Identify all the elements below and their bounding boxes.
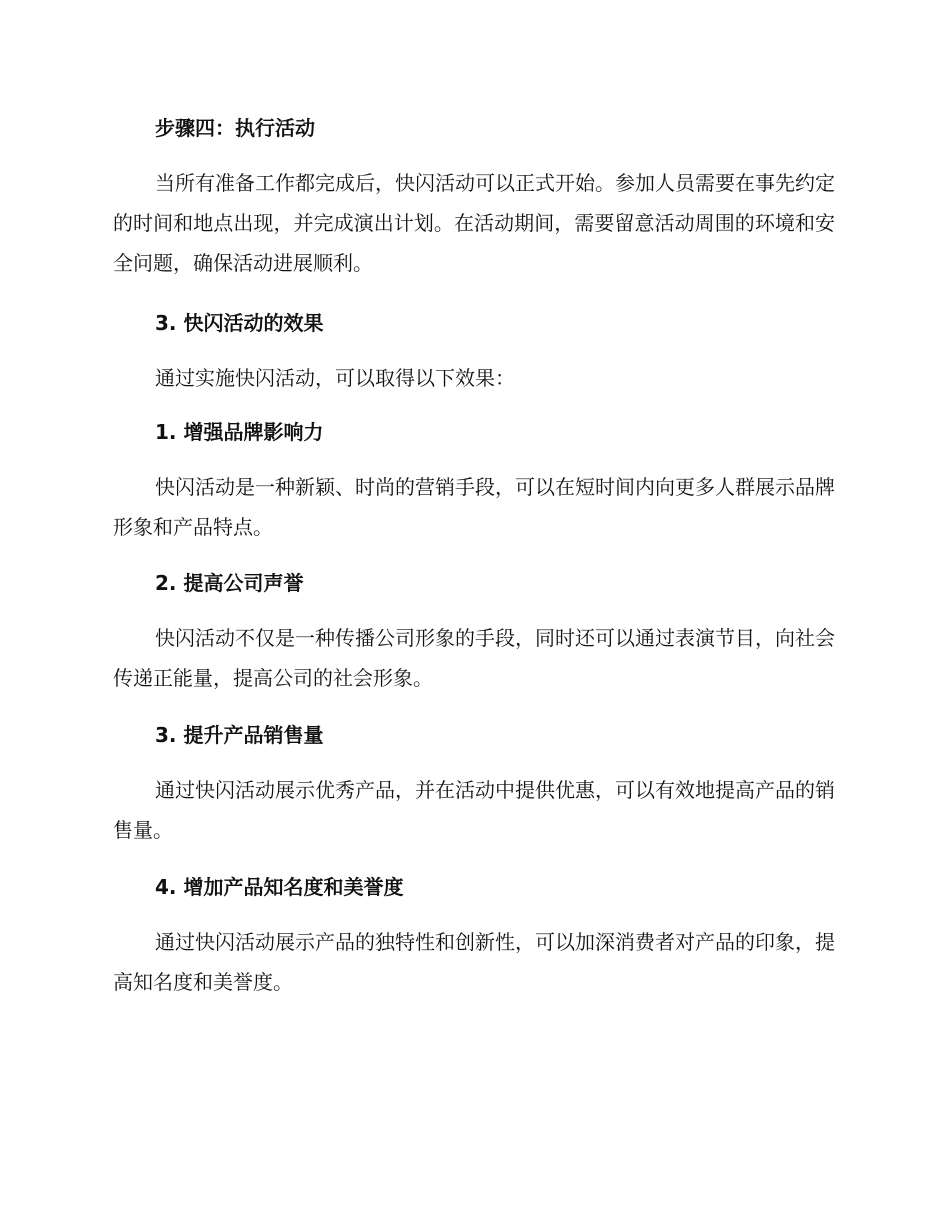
section-paragraph-effects: 通过实施快闪活动，可以取得以下效果： [155, 366, 515, 390]
section-paragraph-product-awareness: 通过快闪活动展示产品的独特性和创新性，可以加深消费者对产品的印象，提高知名度和美誉度。 [113, 930, 835, 994]
section-paragraph-step-four: 当所有准备工作都完成后，快闪活动可以正式开始。参加人员需要在事先约定的时间和地点出现，并完成演出计划。在活动期间，需要留意活动周围的环境和安全问题，确保活动进展顺利。 [113, 171, 835, 275]
section-heading-effects: 3. 快闪活动的效果 [155, 311, 324, 335]
section-heading-brand-influence: 1. 增强品牌影响力 [155, 420, 324, 444]
section-paragraph-company-reputation: 快闪活动不仅是一种传播公司形象的手段，同时还可以通过表演节目，向社会传递正能量，提高公司的社会形象。 [113, 626, 835, 690]
section-heading-company-reputation: 2. 提高公司声誉 [155, 571, 304, 595]
section-paragraph-product-sales: 通过快闪活动展示优秀产品，并在活动中提供优惠，可以有效地提高产品的销售量。 [113, 778, 835, 842]
section-heading-step-four: 步骤四：执行活动 [155, 116, 315, 140]
section-heading-product-sales: 3. 提升产品销售量 [155, 723, 324, 747]
section-paragraph-brand-influence: 快闪活动是一种新颖、时尚的营销手段，可以在短时间内向更多人群展示品牌形象和产品特点。 [113, 475, 835, 539]
section-heading-product-awareness: 4. 增加产品知名度和美誉度 [155, 875, 404, 899]
